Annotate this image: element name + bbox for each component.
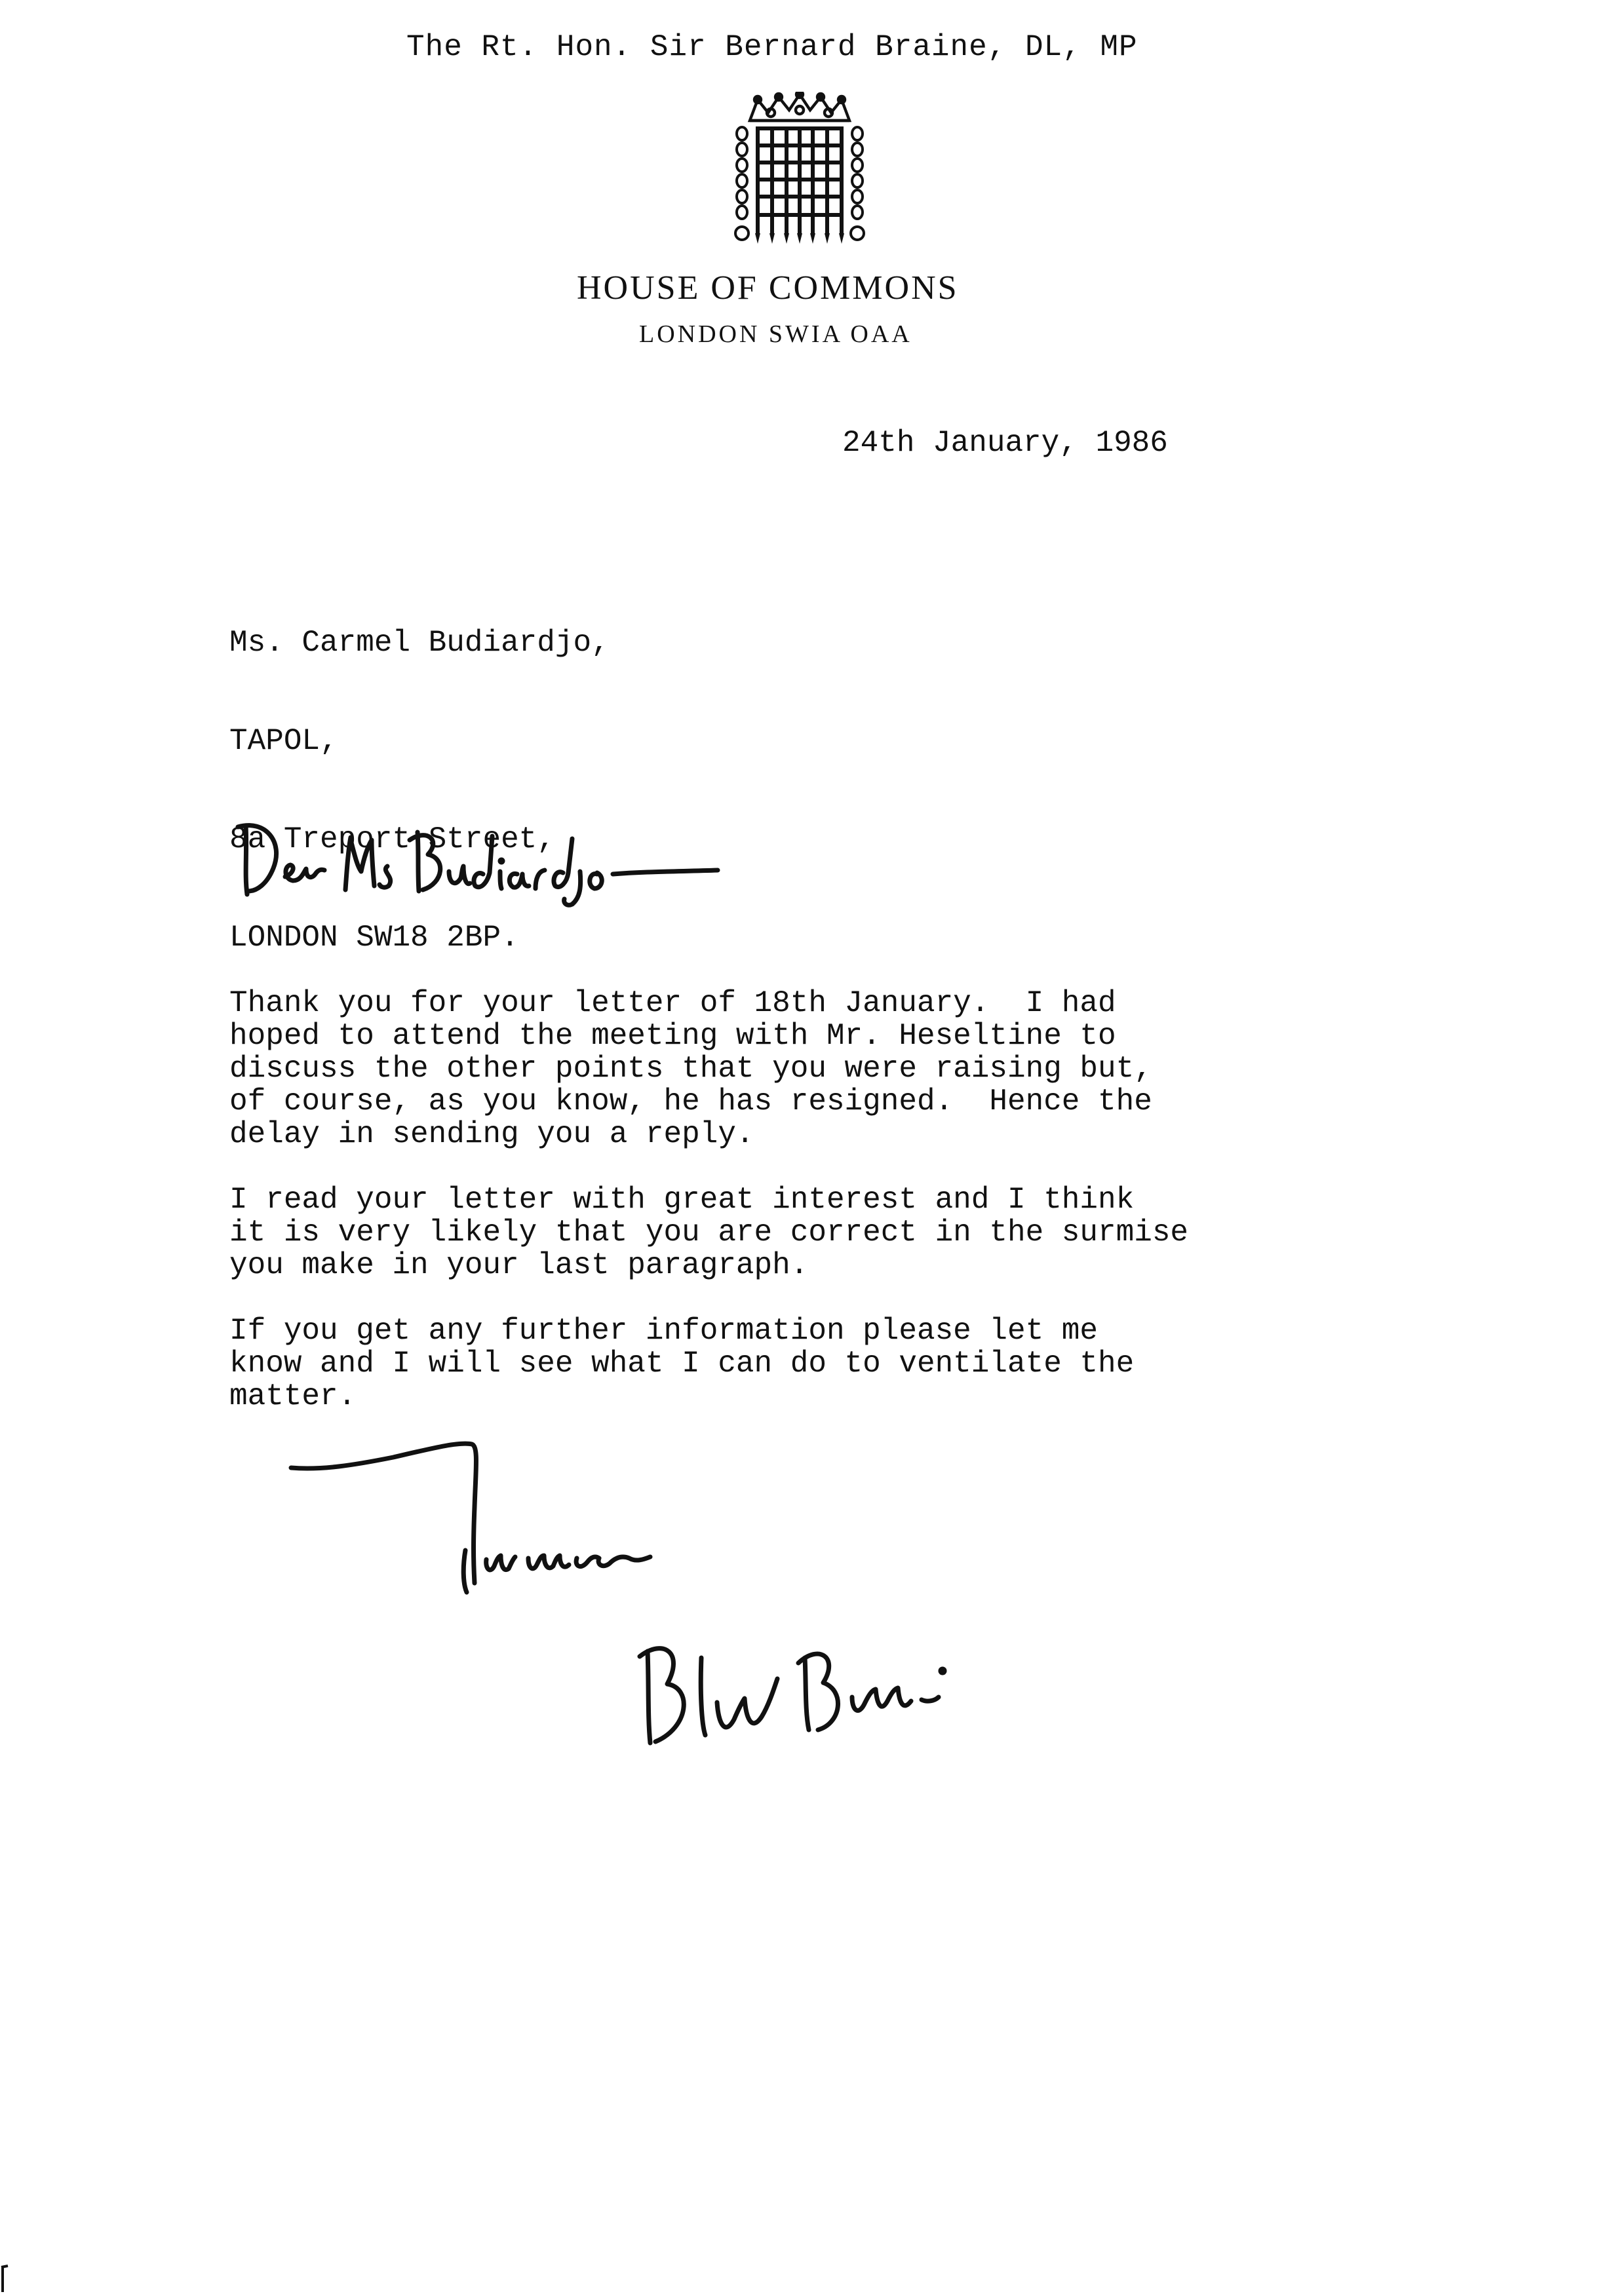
recipient-address: [229, 561, 610, 987]
body-line: hoped to attend the meeting with Mr. Heseltine to: [229, 1019, 1116, 1053]
handwritten-closing: [282, 1428, 780, 1638]
address-line: Ms. Carmel Budiardjo,: [229, 626, 610, 660]
house-address: LONDON SWIA OAA: [639, 320, 912, 348]
portcullis-crest-icon: [734, 92, 865, 249]
body-line: matter.: [229, 1379, 357, 1413]
address-line: LONDON SW18 2BP.: [229, 921, 519, 955]
body-line: you make in your last paragraph.: [229, 1248, 809, 1282]
body-line: know and I will see what I can do to ventilate the: [229, 1347, 1135, 1381]
body-line: discuss the other points that you were raising but,: [229, 1052, 1152, 1086]
body-line: it is very likely that you are correct in the surmise: [229, 1215, 1189, 1250]
handwritten-signature: [629, 1625, 996, 1756]
handwritten-salutation: [233, 806, 731, 911]
sender-name: The Rt. Hon. Sir Bernard Braine, DL, MP: [406, 30, 1138, 64]
body-line: I read your letter with great interest and I think: [229, 1183, 1135, 1217]
body-line: delay in sending you a reply.: [229, 1117, 754, 1151]
house-name: HOUSE OF COMMONS: [577, 269, 959, 307]
address-line: 8a Treport Street,: [229, 822, 555, 856]
letter-date: 24th January, 1986: [842, 426, 1168, 460]
body-paragraph: [229, 1314, 1134, 1413]
address-line: TAPOL,: [229, 724, 338, 758]
body-paragraph: [229, 987, 1152, 1151]
body-paragraph: [229, 1183, 1188, 1282]
scan-edge-mark: [0, 2262, 10, 2296]
body-line: of course, as you know, he has resigned. Hence the: [229, 1084, 1152, 1119]
body-line: If you get any further information please let me: [229, 1314, 1099, 1348]
body-line: Thank you for your letter of 18th January. I had: [229, 986, 1116, 1020]
